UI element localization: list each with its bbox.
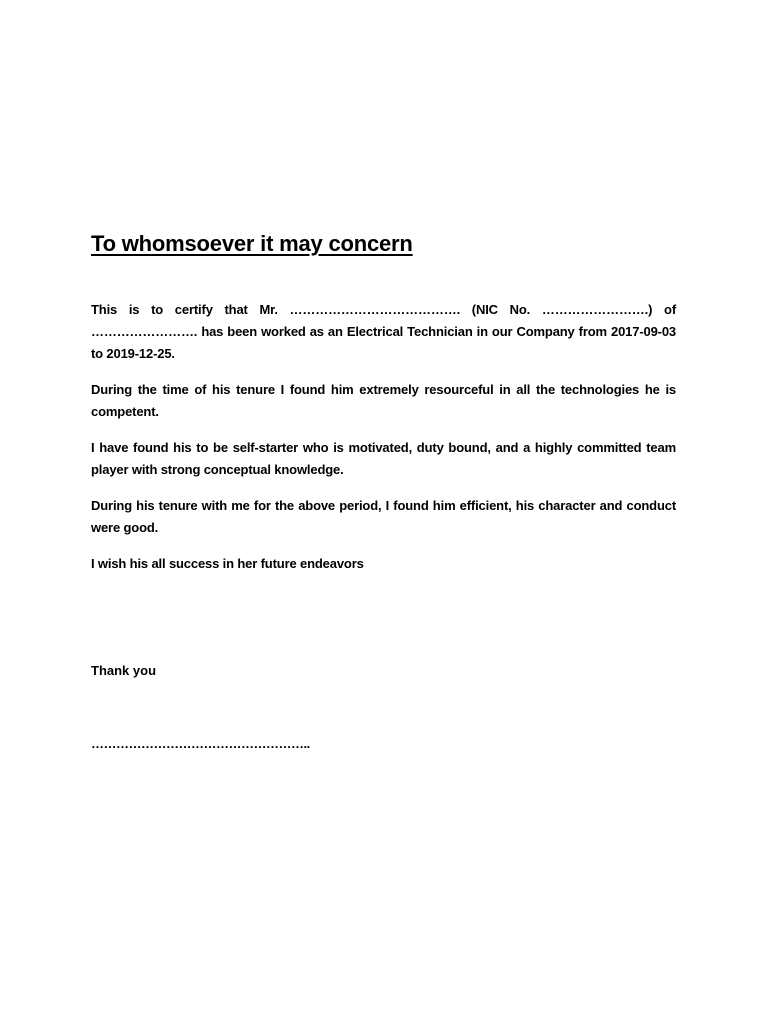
nic-blank: …………………….: [541, 302, 649, 317]
closing-text: Thank you: [91, 663, 157, 678]
nic-label-close: ) of: [648, 302, 676, 317]
tenure-paragraph: During the time of his tenure I found him extremely resourceful in all the technologies he is competent.: [91, 382, 676, 419]
nic-label-open: (NIC No.: [471, 302, 531, 317]
certify-lead-text: This is to certify that Mr.: [91, 302, 278, 317]
conduct-paragraph: During his tenure with me for the above period, I found him efficient, his character and conduct were good.: [91, 498, 676, 535]
document-title: To whomsoever it may concern: [91, 231, 413, 256]
certification-paragraph: [91, 299, 676, 365]
place-blank: …………………….: [91, 324, 198, 339]
employment-details-text: has been worked as an Electrical Technician in our Company from 2017-09-03 to 2019-12-25.: [91, 324, 676, 361]
wishes-paragraph: I wish his all success in her future endeavors: [91, 556, 364, 571]
qualities-paragraph: I have found his to be self-starter who is motivated, duty bound, and a highly committed team player with strong conceptual knowledge.: [91, 440, 676, 477]
signature-blank: ……………………………………………..: [91, 736, 310, 751]
name-blank: ………………………………….: [289, 302, 461, 317]
